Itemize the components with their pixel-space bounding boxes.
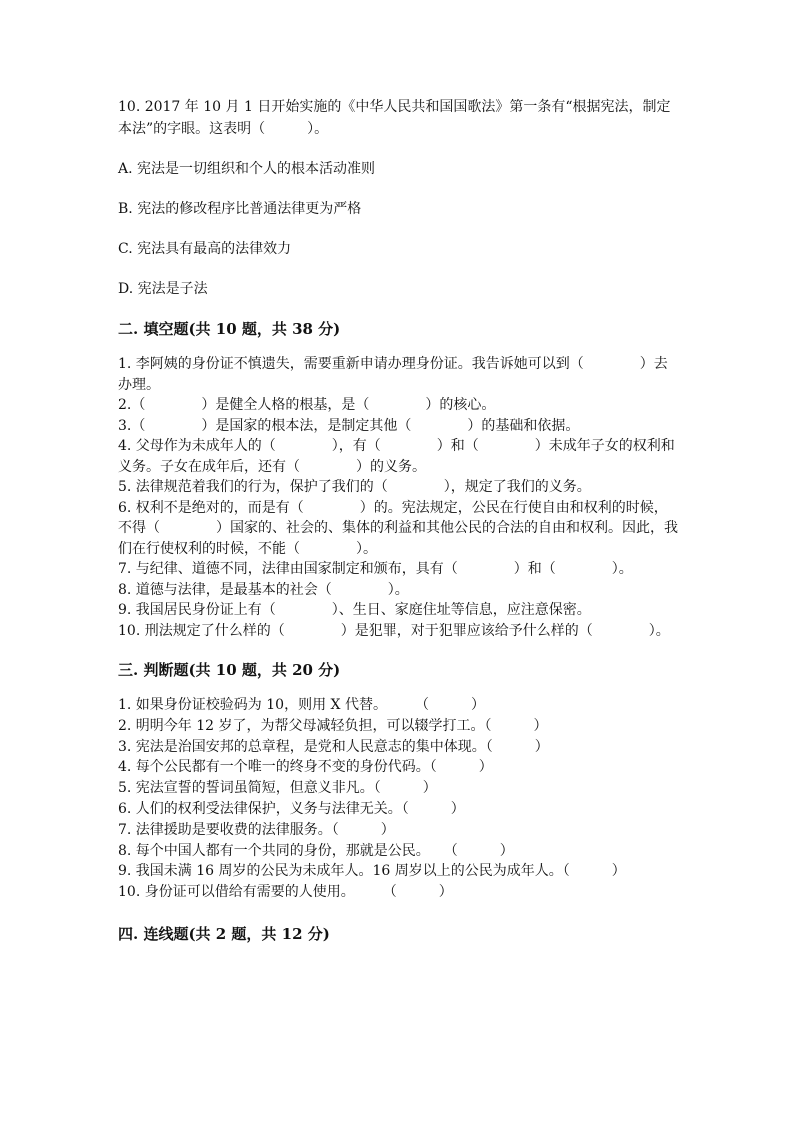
fill-item: 8. 道德与法律，是最基本的社会（ ）。	[118, 581, 409, 598]
judge-item: 8. 每个中国人都有一个共同的身份，那就是公民。 （ ）	[118, 842, 514, 859]
option-a: A. 宪法是一切组织和个人的根本活动准则	[118, 161, 376, 177]
exam-page	[118, 96, 678, 959]
fill-item: 10. 刑法规定了什么样的（ ）是犯罪，对于犯罪应该给予什么样的（ ）。	[118, 622, 670, 639]
option-b: B. 宪法的修改程序比普通法律更为严格	[118, 201, 362, 217]
fill-item: 3.（ ）是国家的根本法，是制定其他（ ）的基础和依据。	[118, 417, 580, 434]
section-matching-title: 四. 连线题(共 2 题，共 12 分)	[118, 924, 330, 943]
fill-item: 4. 父母作为未成年人的（ ），有（ ）和（ ）未成年子女的权利和义务。子女在成年后，还有（ ）的义务。	[118, 438, 675, 475]
judge-item: 9. 我国未满 16 周岁的公民为未成年人。16 周岁以上的公民为成年人。（ ）	[118, 863, 626, 880]
question-10-stem: 10. 2017 年 10 月 1 日开始实施的《中华人民共和国国歌法》第一条有“根据宪法，制定本法”的字眼。这表明（ ）。	[118, 99, 671, 137]
judge-item: 6. 人们的权利受法律保护，义务与法律无关。（ ）	[118, 800, 465, 817]
fill-item: 1. 李阿姨的身份证不慎遗失，需要重新申请办理身份证。我告诉她可以到（ ）去办理。	[118, 356, 668, 393]
fill-item: 2.（ ）是健全人格的根基，是（ ）的核心。	[118, 397, 496, 413]
judge-item: 4. 每个公民都有一个唯一的终身不变的身份代码。（ ）	[118, 759, 493, 776]
judge-item: 2. 明明今年 12 岁了，为帮父母减轻负担，可以辍学打工。（ ）	[118, 717, 548, 734]
option-c: C. 宪法具有最高的法律效力	[118, 241, 292, 257]
section-fill-blank-title: 二. 填空题(共 10 题，共 38 分)	[118, 320, 341, 338]
true-false-list	[118, 695, 678, 903]
fill-item: 6. 权利不是绝对的，而是有（ ）的。宪法规定，公民在行使自由和权利的时候，不得（ ）国家的、社会的、集体的利益和其他公民的合法的自由和权利。因此，我们在行使权利的时候，不能（ ）。	[118, 499, 678, 557]
section-true-false-title: 三. 判断题(共 10 题，共 20 分)	[118, 661, 341, 679]
judge-item: 3. 宪法是治国安邦的总章程，是党和人民意志的集中体现。（ ）	[118, 738, 549, 755]
judge-item: 7. 法律援助是要收费的法律服务。（ ）	[118, 821, 395, 838]
judge-item: 5. 宪法宣誓的誓词虽简短，但意义非凡。（ ）	[118, 780, 437, 797]
judge-item: 10. 身份证可以借给有需要的人使用。 （ ）	[118, 884, 453, 901]
fill-blank-list	[118, 354, 678, 641]
fill-item: 7. 与纪律、道德不同，法律由国家制定和颁布，具有（ ）和（ ）。	[118, 561, 633, 577]
judge-item: 1. 如果身份证校验码为 10，则用 X 代替。 （ ）	[118, 697, 485, 713]
fill-item: 9. 我国居民身份证上有（ ）、生日、家庭住址等信息，应注意保密。	[118, 602, 591, 618]
option-d: D. 宪法是子法	[118, 281, 208, 297]
fill-item: 5. 法律规范着我们的行为，保护了我们的（ ），规定了我们的义务。	[118, 479, 591, 495]
